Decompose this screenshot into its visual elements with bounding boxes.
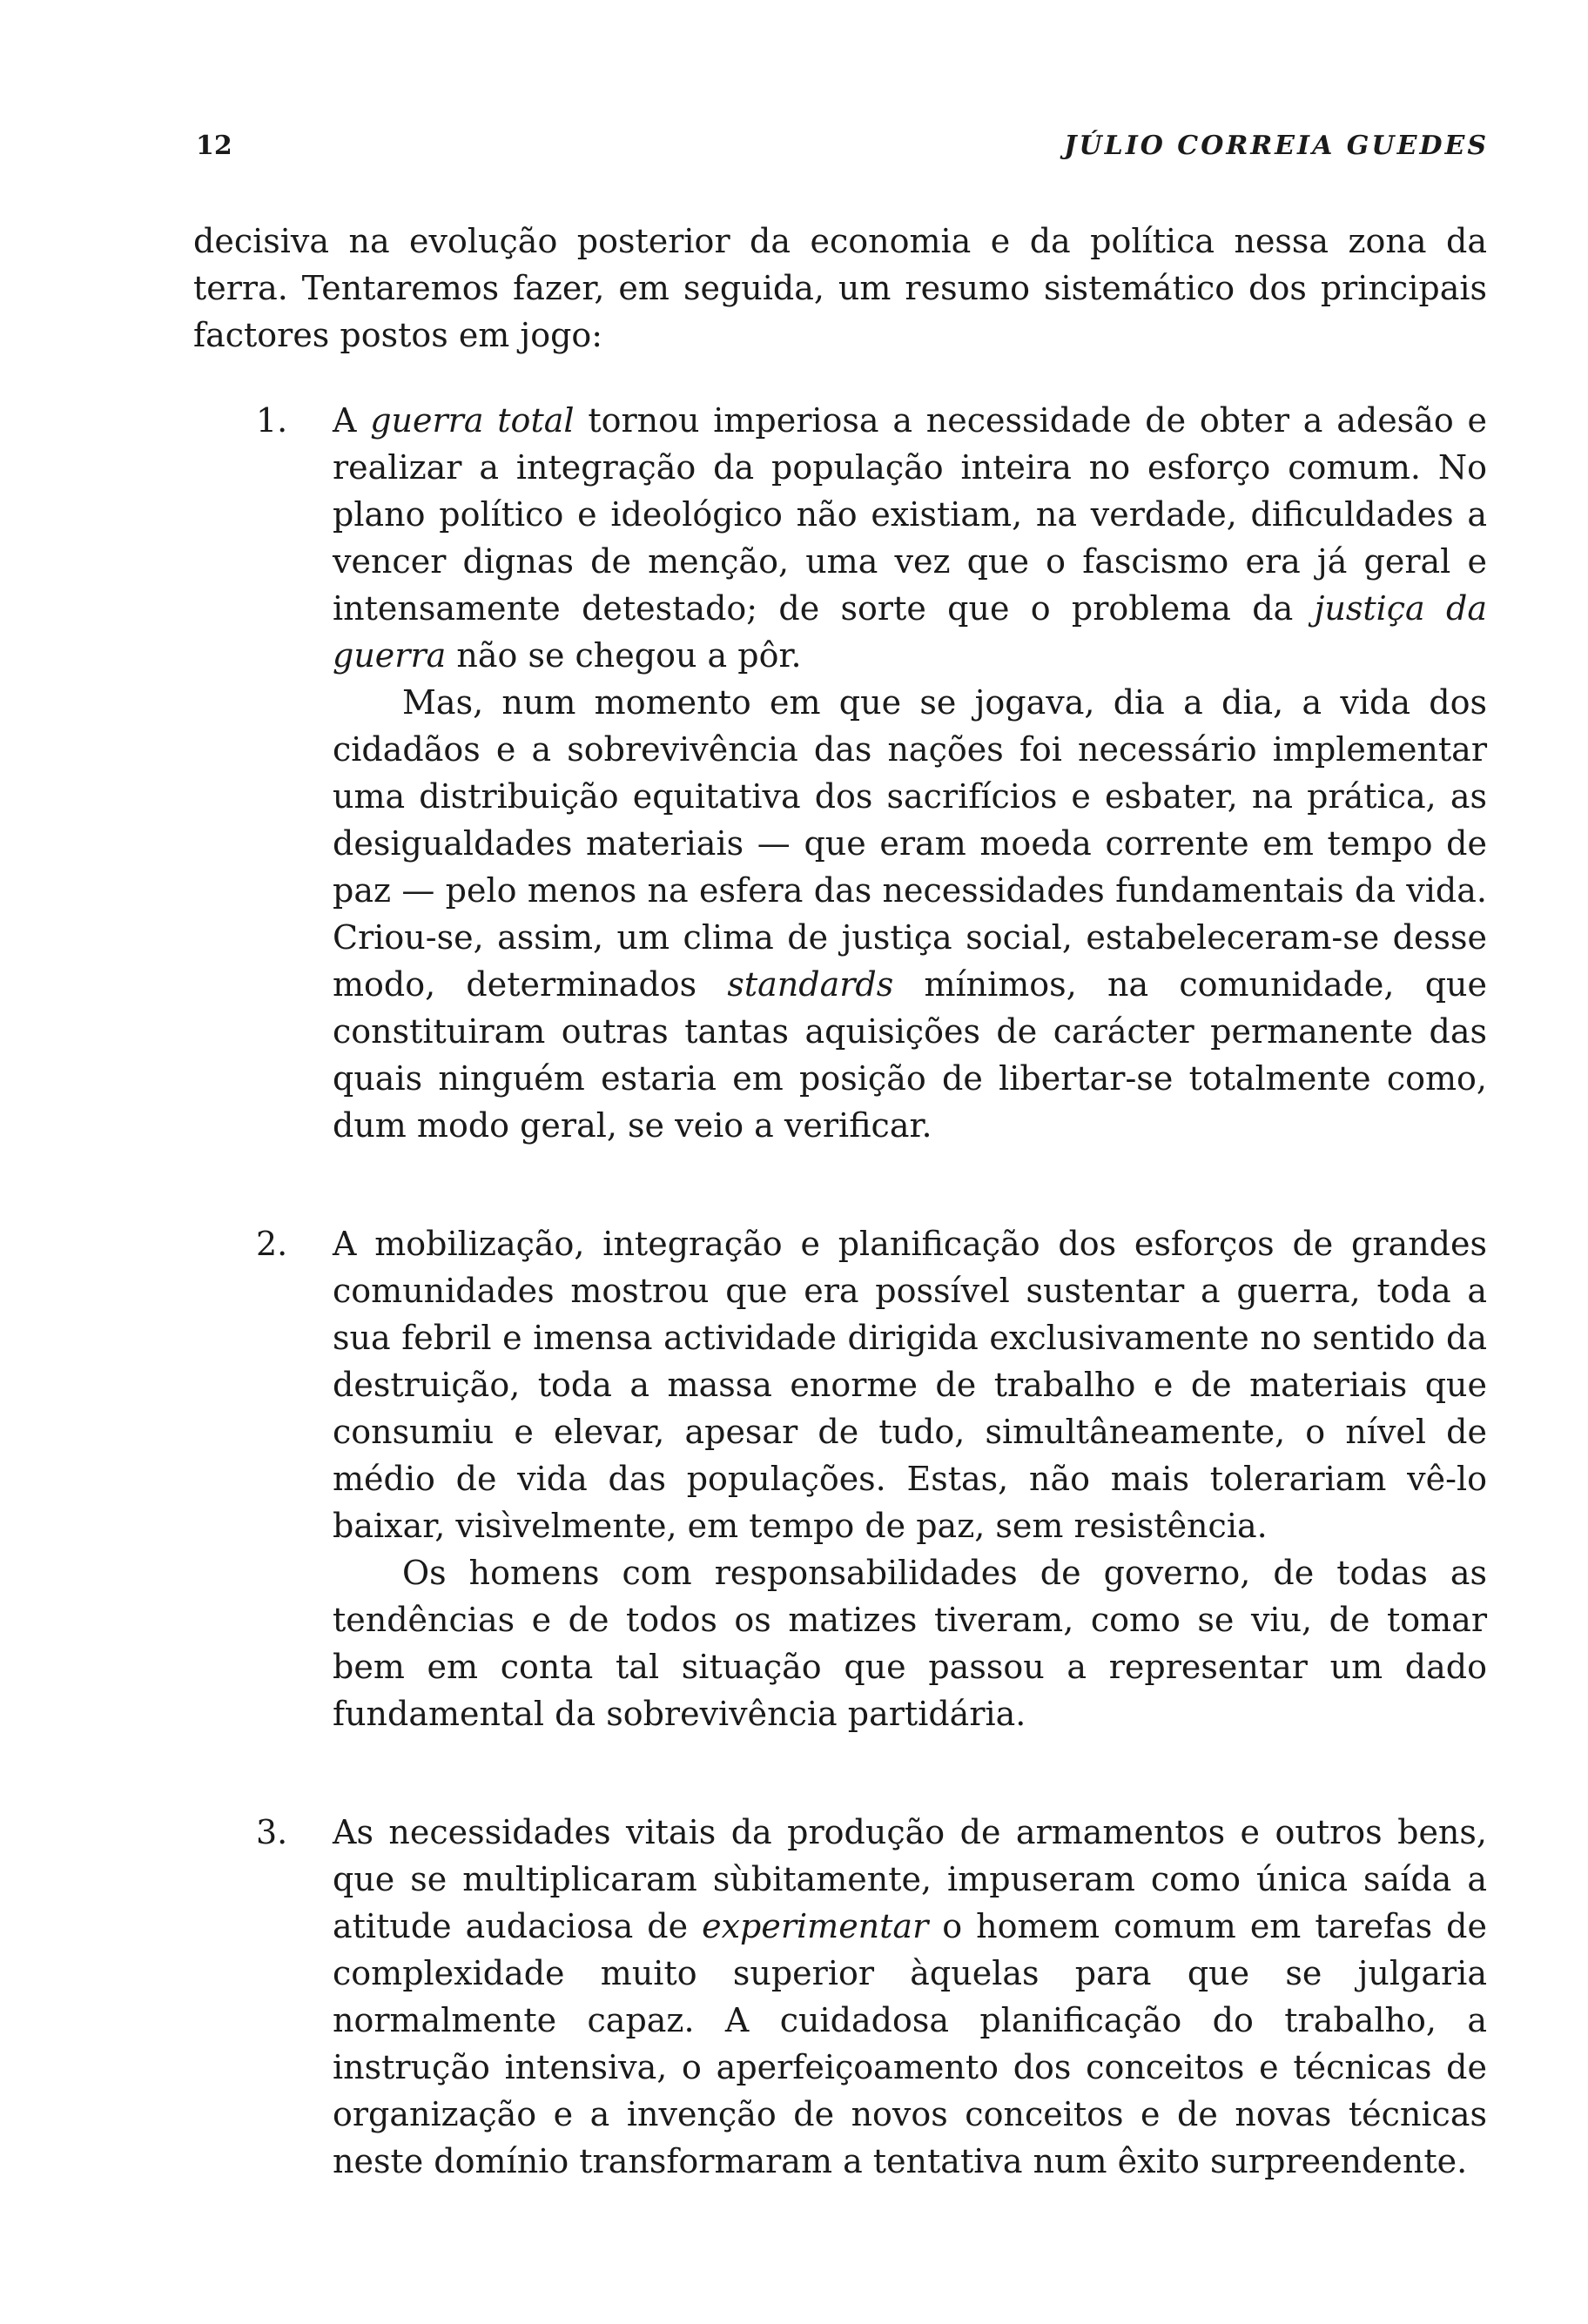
text-run: A [333,401,371,440]
running-head: JÚLIO CORREIA GUEDES [1064,131,1489,161]
item-2-paragraph-1 [333,1220,1487,1549]
text-run: tornou imperiosa a necessidade de obter a adesão e realizar a integração da população inteira no esforço comum. No plano político e ideológico não existiam, na verdade, dificuldades a vencer dignas de menção, uma vez que o fascismo era já geral e intensamente detestado; de sorte que o problema da [333,401,1487,628]
text-run: As necessidades vitais da produção de armamentos e outros bens, que se multiplicaram sùbitamente, impuseram como única saída a atitude audaciosa de [333,1813,1487,1945]
page-number: 12 [196,131,232,161]
item-number: 2. [256,1225,288,1263]
italic-phrase: guerra total [370,401,575,440]
italic-phrase: experimentar [702,1907,929,1945]
text-run: A mobilização, integração e planificação dos esforços de grandes comunidades mostrou que era possível sustentar a guerra, toda a sua febril e imensa actividade dirigida exclusivamente no sentido da destruição, toda a massa enorme de trabalho e de materiais que consumiu e elevar, apesar de tudo, simultâneamente, o nível de médio de vida das populações. Estas, não mais tolerariam vê-lo baixar, visìvelmente, em tempo de paz, sem resistência. [333,1225,1487,1545]
text-run: não se chegou a pôr. [446,636,802,675]
list-item-3 [193,1809,1487,2185]
text-run: Os homens com responsabilidades de governo, de todas as tendências e de todos os matizes tiveram, como se viu, de tomar bem em conta tal situação que passou a representar um dado fundamental da sobrevivência partidária. [333,1554,1487,1733]
item-2-paragraph-2 [333,1549,1487,1737]
item-number: 3. [256,1813,288,1851]
list-item-2 [193,1220,1487,1737]
italic-phrase: justiça da guerra [333,589,1487,675]
item-3-paragraph-1 [333,1809,1487,2185]
page-header [196,131,1489,174]
text-run: Mas, num momento em que se jogava, dia a dia, a vida dos cidadãos e a sobrevivência das nações foi necessário implementar uma distribuição equitativa dos sacrifícios e esbater, na prática, as desigualdades materiais — que eram moeda corrente em tempo de paz — pelo menos na esfera das necessidades fundamentais da vida. Criou-se, assim, um clima de justiça social, estabeleceram-se desse modo, determinados [333,683,1487,1004]
text-run: mínimos, na comunidade, que constituiram outras tantas aquisições de carácter permanente das quais ninguém estaria em posição de libertar-se totalmente como, dum modo geral, se veio a verificar. [333,965,1487,1145]
body-text [193,218,1487,2185]
item-1-paragraph-2 [333,679,1487,1149]
intro-paragraph: decisiva na evolução posterior da economia e da política nessa zona da terra. Tentaremos fazer, em seguida, um resumo sistemático dos principais factores postos em jogo: [193,222,1487,354]
italic-phrase: standards [727,965,894,1004]
list-item-1 [193,397,1487,1149]
item-number: 1. [256,401,288,440]
item-1-paragraph-1 [333,397,1487,679]
text-run: o homem comum em tarefas de complexidade muito superior àquelas para que se julgaria normalmente capaz. A cuidadosa planificação do trabalho, a instrução intensiva, o aperfeiçoamento dos conceitos e técnicas de organização e a invenção de novos conceitos e de novas técnicas neste domínio transformaram a tentativa num êxito surpreendente. [333,1907,1487,2180]
